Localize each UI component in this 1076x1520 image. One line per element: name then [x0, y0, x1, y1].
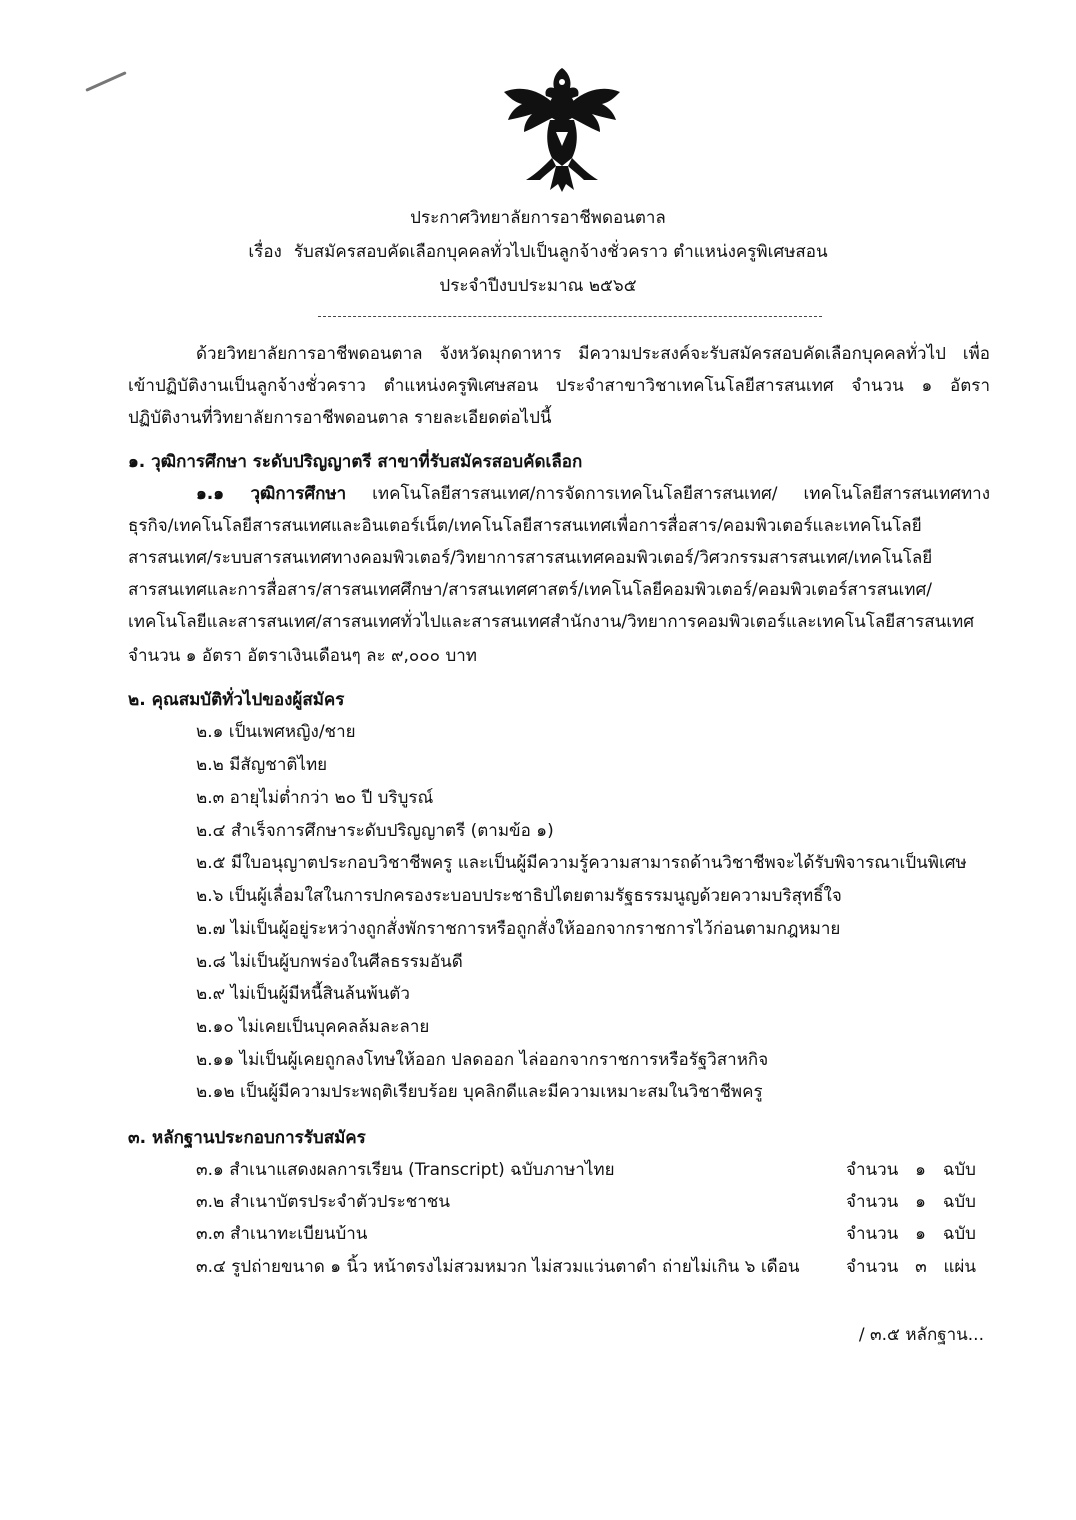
quantity-unit: ฉบับ — [942, 1192, 976, 1212]
quantity-value: ๑ — [915, 1160, 926, 1180]
section-3-heading: ๓. หลักฐานประกอบการรับสมัคร — [128, 1128, 366, 1148]
fiscal-year: ประจำปีงบประมาณ ๒๕๖๕ — [439, 276, 637, 296]
requirement-item: ๒.๖ เป็นผู้เลื่อมใสในการปกครองระบอบประชาธิปไตยตามรัฐธรรมนูญด้วยความบริสุทธิ์ใจ — [196, 886, 842, 906]
quantity-label: จำนวน — [846, 1160, 899, 1180]
section-1-heading: ๑. วุฒิการศึกษา ระดับปริญญาตรี สาขาที่รับสมัครสอบคัดเลือก — [128, 452, 583, 472]
document-item-quantity — [846, 1222, 976, 1246]
document-item-quantity — [846, 1158, 976, 1182]
section-2-heading: ๒. คุณสมบัติทั่วไปของผู้สมัคร — [128, 690, 345, 710]
announcement-title: ประกาศวิทยาลัยการอาชีพดอนตาล — [410, 208, 666, 228]
requirement-item: ๒.๒ มีสัญชาติไทย — [196, 755, 328, 775]
intro-line: ด้วยวิทยาลัยการอาชีพดอนตาล จังหวัดมุกดาหาร มีความประสงค์จะรับสมัครสอบคัดเลือกบุคคลทั่วไป เพื่อ — [196, 344, 990, 364]
section-1-1-label: ๑.๑ วุฒิการศึกษา — [196, 484, 347, 504]
document-item-quantity — [846, 1190, 976, 1214]
requirement-item: ๒.๑๐ ไม่เคยเป็นบุคคลล้มละลาย — [196, 1017, 430, 1037]
quantity-unit: ฉบับ — [942, 1224, 976, 1244]
qualification-line: สารสนเทศ/ระบบสารสนเทศทางคอมพิวเตอร์/วิทยาการสารสนเทศคอมพิวเตอร์/วิศวกรรมสารสนเทศ/เทคโนโลยี — [128, 548, 933, 568]
continued-footer: / ๓.๕ หลักฐาน... — [858, 1325, 984, 1345]
requirement-item: ๒.๔ สำเร็จการศึกษาระดับปริญญาตรี (ตามข้อ ๑) — [196, 821, 554, 841]
requirement-item: ๒.๑๑ ไม่เป็นผู้เคยถูกลงโทษให้ออก ปลดออก ไล่ออกจากราชการหรือรัฐวิสาหกิจ — [196, 1050, 769, 1070]
requirement-item: ๒.๑ เป็นเพศหญิง/ชาย — [196, 722, 356, 742]
document-item-label: ๓.๔ รูปถ่ายขนาด ๑ นิ้ว หน้าตรงไม่สวมหมวก ไม่สวมแว่นตาดำ ถ่ายไม่เกิน ๖ เดือน — [196, 1257, 800, 1277]
document-item-label: ๓.๓ สำเนาทะเบียนบ้าน — [196, 1224, 368, 1244]
qualification-line: เทคโนโลยีและสารสนเทศ/สารสนเทศทั่วไปและสารสนเทศสำนักงาน/วิทยาการคอมพิวเตอร์และเทคโนโลยีสารสนเทศ — [128, 612, 975, 632]
quantity-value: ๓ — [915, 1257, 927, 1277]
requirement-item: ๒.๙ ไม่เป็นผู้มีหนี้สินล้นพ้นตัว — [196, 984, 410, 1004]
quantity-label: จำนวน — [846, 1192, 899, 1212]
document-item-label: ๓.๒ สำเนาบัตรประจำตัวประชาชน — [196, 1192, 450, 1212]
requirement-item: ๒.๗ ไม่เป็นผู้อยู่ระหว่างถูกสั่งพักราชการหรือถูกสั่งให้ออกจากราชการไว้ก่อนตามกฎหมาย — [196, 919, 841, 939]
intro-line: ปฏิบัติงานที่วิทยาลัยการอาชีพดอนตาล รายละเอียดต่อไปนี้ — [128, 408, 552, 428]
quantity-value: ๑ — [915, 1192, 926, 1212]
subject-label: เรื่อง — [248, 242, 282, 262]
intro-line: เข้าปฏิบัติงานเป็นลูกจ้างชั่วคราว ตำแหน่งครูพิเศษสอน ประจำสาขาวิชาเทคโนโลยีสารสนเทศ จำนวน ๑ อัตรา — [128, 376, 990, 396]
quantity-unit: แผ่น — [943, 1257, 976, 1277]
qualification-line: สารสนเทศและการสื่อสาร/สารสนเทศศึกษา/สารสนเทศศาสตร์/เทคโนโลยีคอมพิวเตอร์/คอมพิวเตอร์สารสนเทศ/ — [128, 580, 933, 600]
garuda-emblem-icon — [500, 62, 624, 196]
quantity-unit: ฉบับ — [942, 1160, 976, 1180]
qualification-line: ธุรกิจ/เทคโนโลยีสารสนเทศและอินเตอร์เน็ต/เทคโนโลยีสารสนเทศเพื่อการสื่อสาร/คอมพิวเตอร์และเทคโนโลยี — [128, 516, 922, 536]
document-item-quantity — [846, 1255, 976, 1279]
section-1-1-text: เทคโนโลยีสารสนเทศ/การจัดการเทคโนโลยีสารสนเทศ/ เทคโนโลยีสารสนเทศทาง — [372, 484, 990, 504]
document-item-label: ๓.๑ สำเนาแสดงผลการเรียน (Transcript) ฉบับภาษาไทย — [196, 1160, 615, 1180]
requirement-item: ๒.๑๒ เป็นผู้มีความประพฤติเรียบร้อย บุคลิกดีและมีความเหมาะสมในวิชาชีพครู — [196, 1082, 763, 1102]
pen-mark — [85, 71, 126, 92]
announcement-subject — [0, 240, 1076, 264]
section-1-1-first-line — [196, 482, 990, 506]
requirement-item: ๒.๘ ไม่เป็นผู้บกพร่องในศีลธรรมอันดี — [196, 952, 463, 972]
header-separator — [318, 316, 822, 317]
salary-line: จำนวน ๑ อัตรา อัตราเงินเดือนๆ ละ ๙,๐๐๐ บาท — [128, 646, 477, 666]
requirement-item: ๒.๓ อายุไม่ต่ำกว่า ๒๐ ปี บริบูรณ์ — [196, 788, 434, 808]
quantity-value: ๑ — [915, 1224, 926, 1244]
quantity-label: จำนวน — [846, 1224, 899, 1244]
requirement-item: ๒.๕ มีใบอนุญาตประกอบวิชาชีพครู และเป็นผู้มีความรู้ความสามารถด้านวิชาชีพจะได้รับพิจารณาเป็นพิเศษ — [196, 853, 967, 873]
quantity-label: จำนวน — [846, 1257, 899, 1277]
subject-text: รับสมัครสอบคัดเลือกบุคคลทั่วไปเป็นลูกจ้างชั่วคราว ตำแหน่งครูพิเศษสอน — [293, 242, 828, 262]
